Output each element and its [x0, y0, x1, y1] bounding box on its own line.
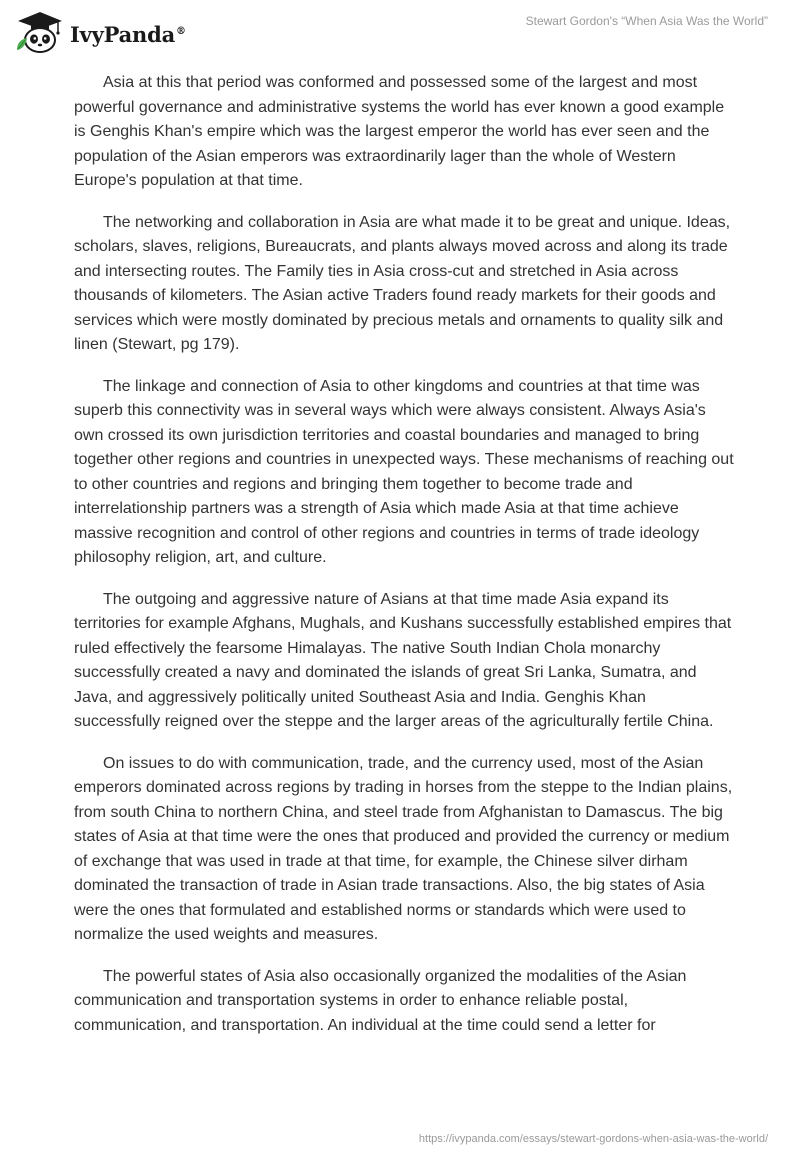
- ivypanda-logo[interactable]: [14, 10, 186, 54]
- paragraph-6: The powerful states of Asia also occasionally organized the modalities of the Asian communication and transportation systems in order to enhance reliable postal, communication, and transportation. An individual at the time could send a letter for: [74, 967, 687, 1034]
- paragraph-3: The linkage and connection of Asia to other kingdoms and countries at that time was superb this connectivity was in several ways which were always consistent. Always Asia's own crossed its own jurisdiction territories and coastal boundaries and managed to bring together other regions and countries in unexpected ways. These mechanisms of reaching out to other countries and regions and bringing them together to become trade and interrelationship partners was a strength of Asia which made Asia at that time achieve massive recognition and control of other regions and countries in terms of trade ideology philosophy religion, art, and culture.: [74, 377, 734, 566]
- paragraph-5: On issues to do with communication, trade, and the currency used, most of the Asian emperors dominated across regions by trading in horses from the steppe to the Indian plains, from south China to northern China, and steel trade from Afghanistan to Damascus. The big states of Asia at that time were the ones that produced and provided the currency or medium of exchange that was used in trade at that time, for example, the Chinese silver dirham dominated the transaction of trade in Asian trade transactions. Also, the big states of Asia were the ones that formulated and established norms or standards which were used to normalize the used weights and measures.: [74, 754, 733, 943]
- panda-graduation-cap-icon: [14, 10, 66, 54]
- essay-body: [74, 71, 734, 1055]
- paragraph-1: Asia at this that period was conformed and possessed some of the largest and most powerful governance and administrative systems the world has ever known a good example is Genghis Khan's empire which was the largest emperor the world has ever seen and the population of the Asian emperors was extraordinarily lager than the whole of Western Europe's population at that time.: [74, 74, 725, 189]
- paragraph-4: The outgoing and aggressive nature of Asians at that time made Asia expand its territories for example Afghans, Mughals, and Kushans successfully established empires that ruled effectively the fearsome Himalayas. The native South Indian Chola monarchy successfully created a navy and dominated the islands of great Sri Lanka, Sumatra, and Java, and aggressively politically united Southeast Asia and India. Genghis Khan successfully reigned over the steppe and the larger areas of the agriculturally fertile China.: [74, 590, 732, 730]
- document-title: Stewart Gordon's “When Asia Was the World”: [525, 14, 768, 28]
- source-url-link[interactable]: https://ivypanda.com/essays/stewart-gordons-when-asia-was-the-world/: [418, 1133, 768, 1145]
- logo-wordmark: IvyPanda®: [70, 21, 186, 47]
- page-header: [0, 0, 800, 70]
- paragraph-2: The networking and collaboration in Asia are what made it to be great and unique. Ideas, scholars, slaves, religions, Bureaucrats, and plants always moved across and along its trade and intersecting routes. The Family ties in Asia cross-cut and stretched in Asia across thousands of kilometers. The Asian active Traders found ready markets for their goods and services which were mostly dominated by precious metals and ornaments to quality silk and linen (Stewart, pg 179).: [74, 213, 731, 353]
